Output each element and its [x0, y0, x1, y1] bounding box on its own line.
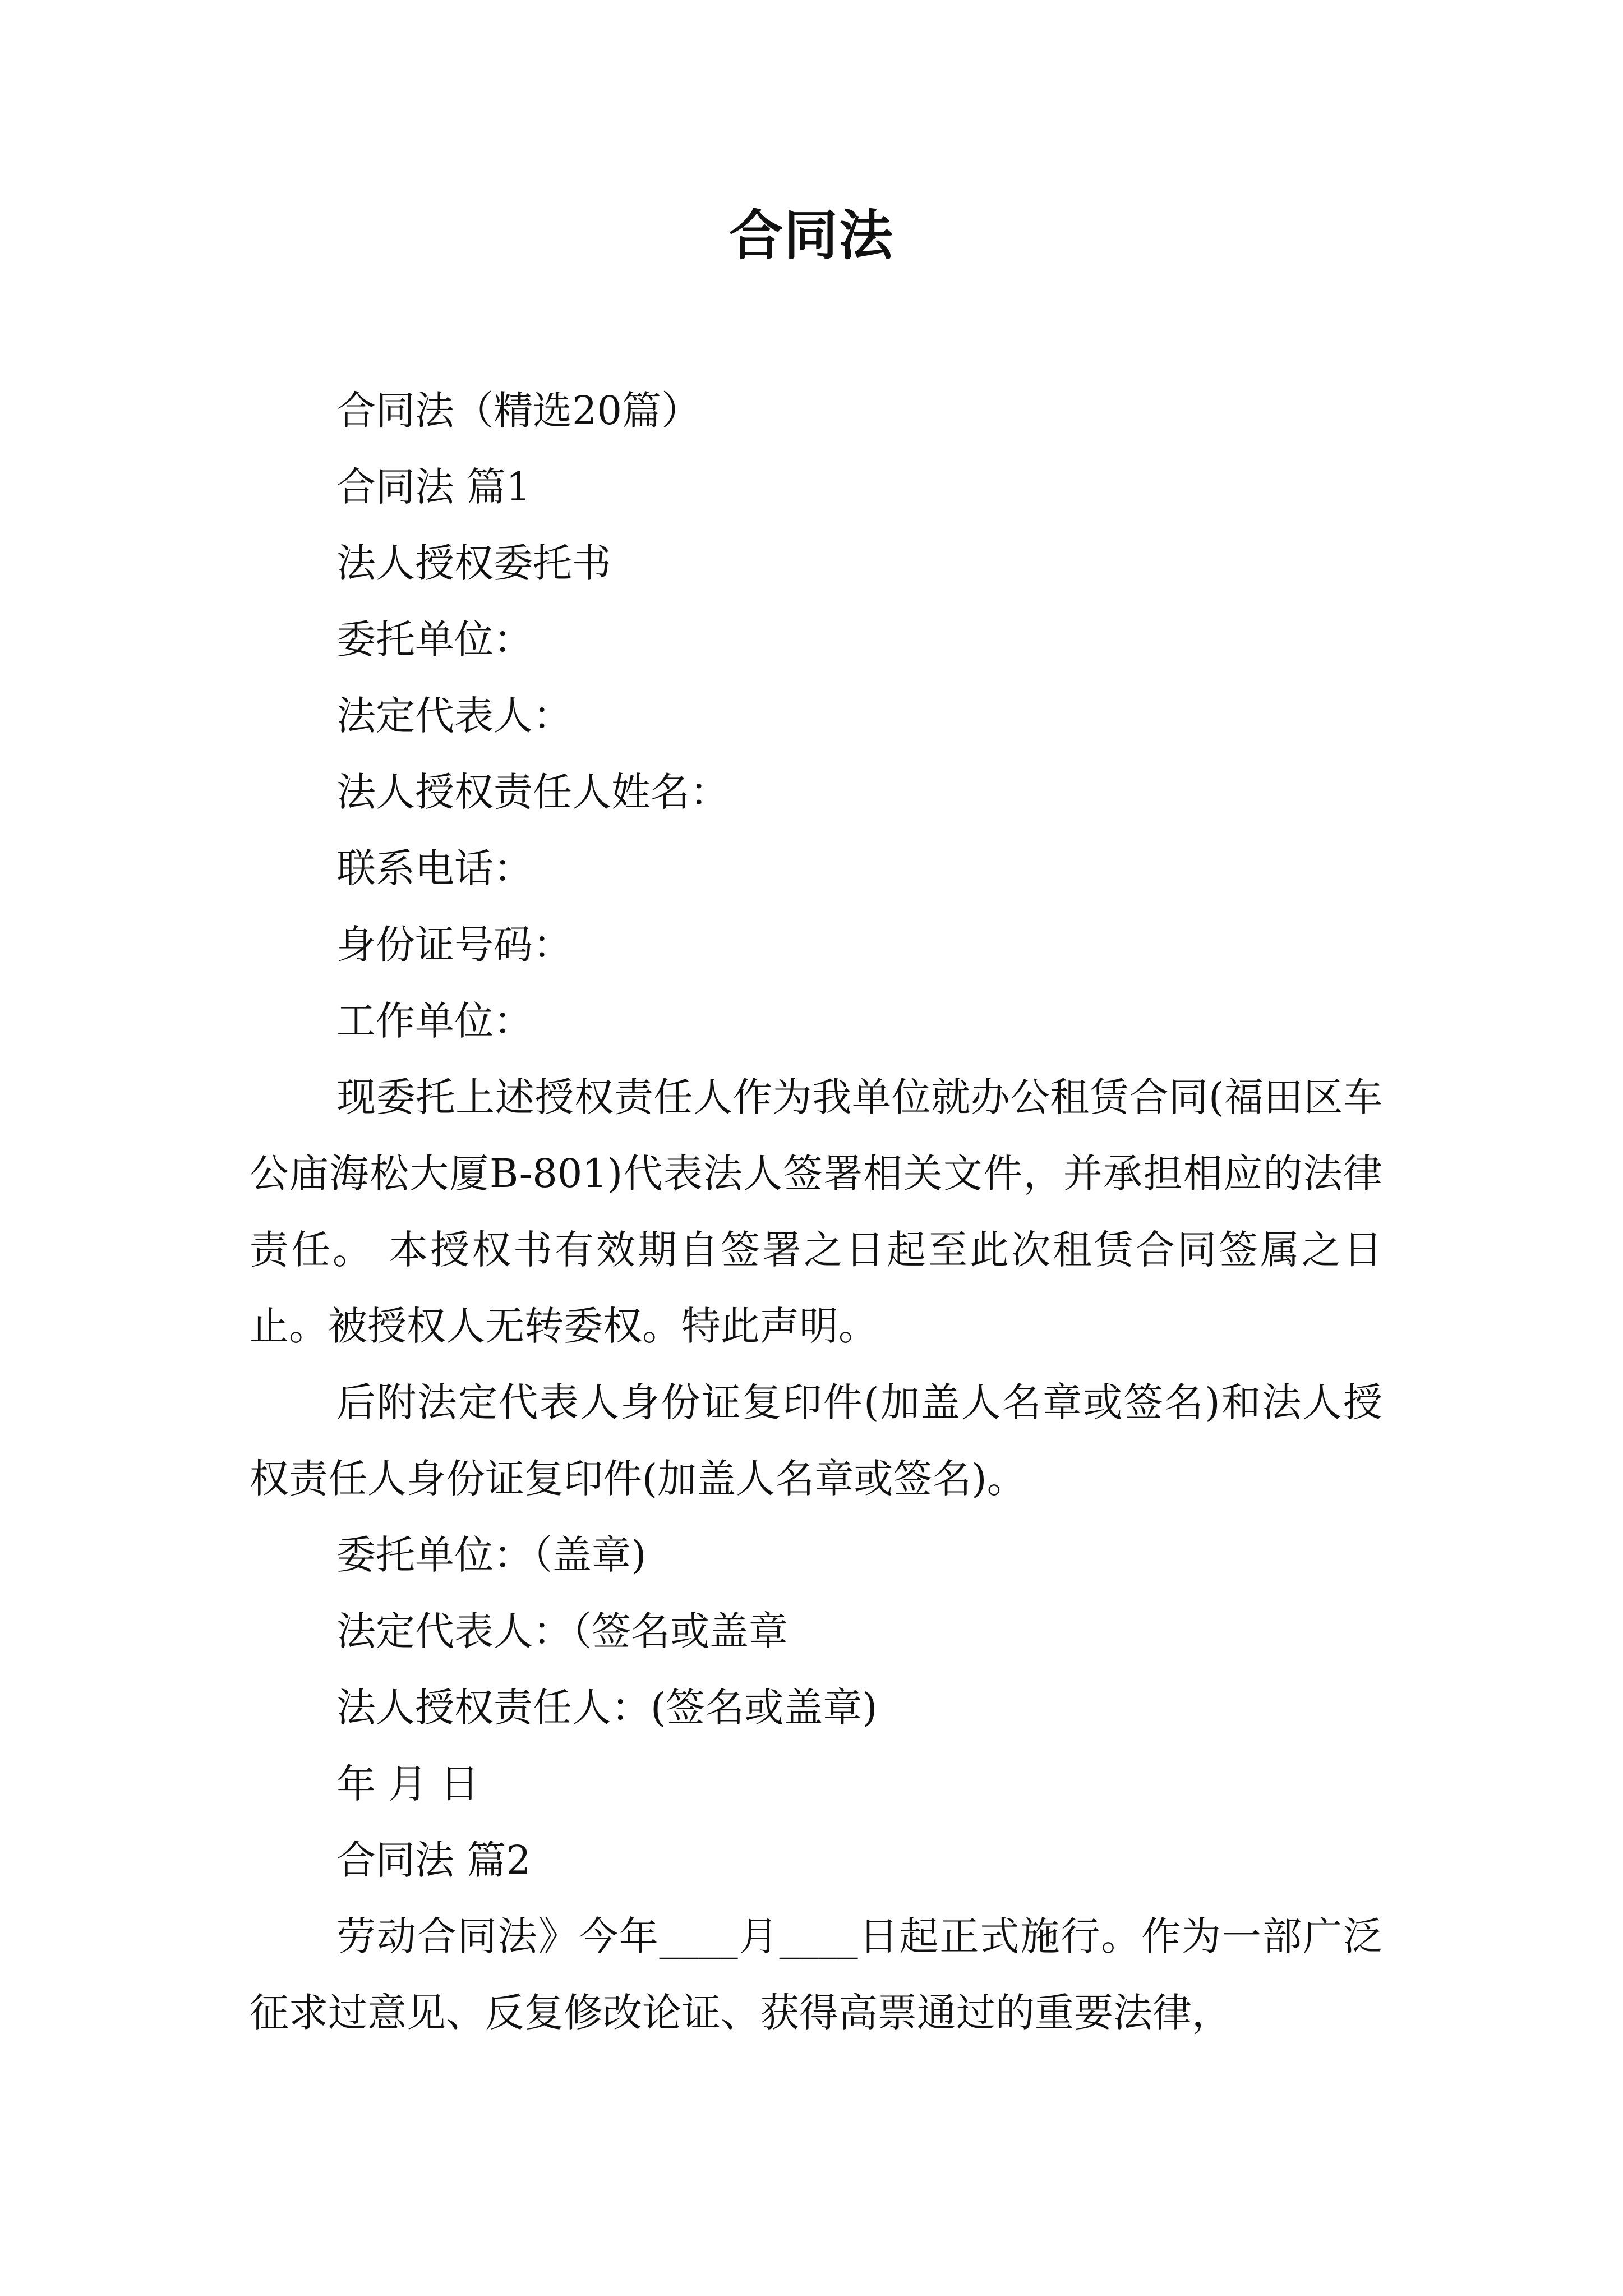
date-line: 年 月 日 — [336, 1761, 479, 1807]
section-heading-2: 合同法 篇2 — [336, 1837, 531, 1883]
field-phone: 联系电话： — [336, 845, 533, 891]
section-heading-1: 合同法 篇1 — [336, 464, 531, 510]
paragraph-subtitle: 合同法（精选20篇） — [336, 388, 701, 434]
signature-entrusting-unit: 委托单位：（盖章) — [336, 1532, 647, 1578]
paragraph-heading: 法人授权委托书 — [336, 540, 611, 586]
signature-authorized-person: 法人授权责任人：(签名或盖章) — [336, 1685, 878, 1731]
field-id-number: 身份证号码： — [336, 922, 572, 968]
paragraph-authorization: 现委托上述授权责任人作为我单位就办公租赁合同(福田区车公庙海松大厦B-801)代表法人签署相关文件，并承担相应的法律责任。 本授权书有效期自签署之日起至此次租赁合同签属之日止。被授权人无转委权。特此声明。 — [250, 1074, 1382, 1349]
field-legal-representative: 法定代表人： — [336, 693, 572, 739]
field-work-unit: 工作单位： — [336, 998, 533, 1044]
document-title: 合同法 — [729, 204, 894, 267]
paragraph-attachments: 后附法定代表人身份证复印件(加盖人名章或签名)和法人授权责任人身份证复印件(加盖人名章或签名)。 — [250, 1379, 1382, 1502]
field-entrusting-unit: 委托单位： — [336, 616, 533, 662]
document-body — [250, 372, 1382, 2051]
signature-legal-representative: 法定代表人：（签名或盖章 — [336, 1608, 788, 1654]
paragraph-labor-law: 劳动合同法》今年____月____日起正式施行。作为一部广泛征求过意见、反复修改论证、获得高票通过的重要法律， — [250, 1913, 1382, 2036]
field-authorized-person-name: 法人授权责任人姓名： — [336, 769, 729, 815]
